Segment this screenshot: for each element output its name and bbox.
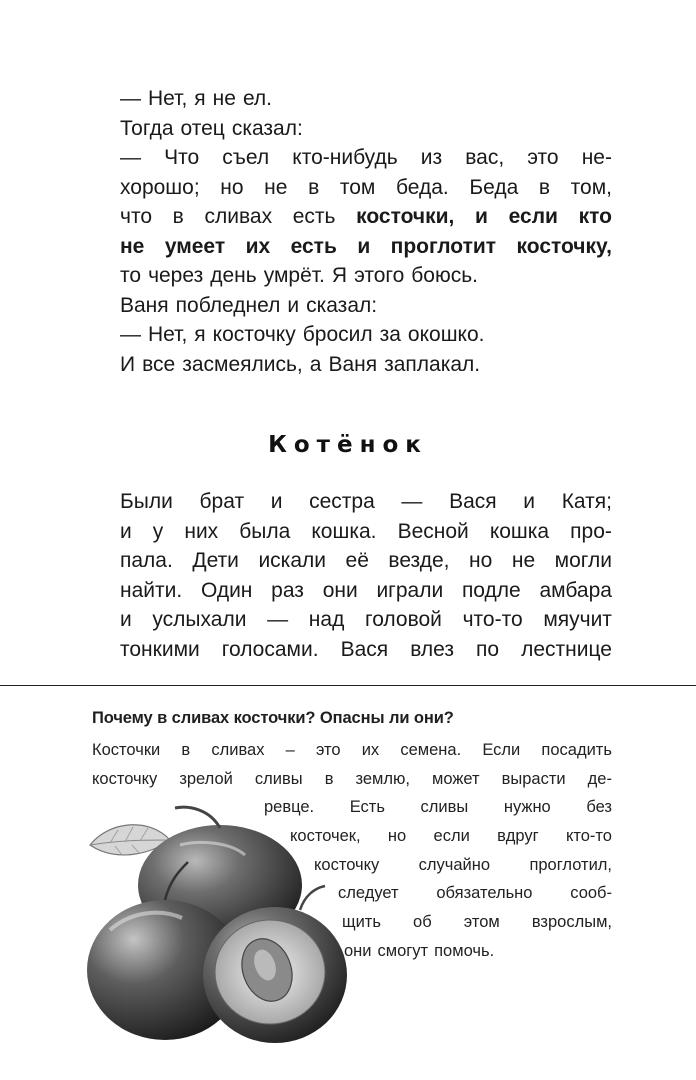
plums-illustration [70,800,350,1070]
story-part-1-line: И все засмеялись, а Ваня заплакал. [120,352,481,376]
story-part-2-line: и услыхали — над головой что-то мяучит [120,608,612,631]
facts-answer-line: косточку случайно проглотил, [314,855,612,874]
story-part-1-line: — Нет, я не ел. [120,87,273,110]
facts-answer-line: косточку зрелой сливы в землю, может вырасти де- [92,769,612,788]
story-part-1-line: то через день умрёт. Я этого боюсь. [120,264,478,287]
story-part-1-line: не умеет их есть и проглотит косточку, [120,234,612,258]
story-part-2-line: тонкими голосами. Вася влез по лестнице [120,637,612,661]
story-part-2-line: и у них была кошка. Весной кошка про- [120,519,612,543]
facts-answer-line: они смогут помочь. [344,941,495,960]
facts-answer-line: Косточки в сливах – это их семена. Если посадить [92,741,612,759]
story-part-2-line: Были брат и сестра — Вася и Катя; [120,490,612,513]
chapter-title: Котёнок [268,432,428,458]
story-part-2 [120,487,612,664]
story-part-1-line: Тогда отец сказал: [120,116,303,140]
story-part-2-line: пала. Дети искали её везде, но не могли [120,549,612,572]
story-part-1-line: Ваня побледнел и сказал: [120,293,378,317]
facts-answer-line: щить об этом взрослым, [342,913,612,932]
facts-answer-line: ревце. Есть сливы нужно без [264,798,612,817]
facts-question: Почему в сливах косточки? Опасны ли они? [92,709,454,727]
story-part-1-line: что в сливах есть косточки, и если кто [120,205,612,228]
story-part-1-line: — Что съел кто-нибудь из вас, это не- [120,146,612,169]
story-part-1-line: — Нет, я косточку бросил за окошко. [120,323,485,346]
section-divider [0,685,696,686]
facts-answer-line: следует обязательно сооб- [338,884,612,903]
story-part-2-line: найти. Один раз они играли подле амбара [120,578,612,602]
story-part-1 [120,84,612,379]
facts-answer-line: косточек, но если вдруг кто-то [290,827,612,846]
story-part-1-line: хорошо; но не в том беда. Беда в том, [120,175,612,199]
